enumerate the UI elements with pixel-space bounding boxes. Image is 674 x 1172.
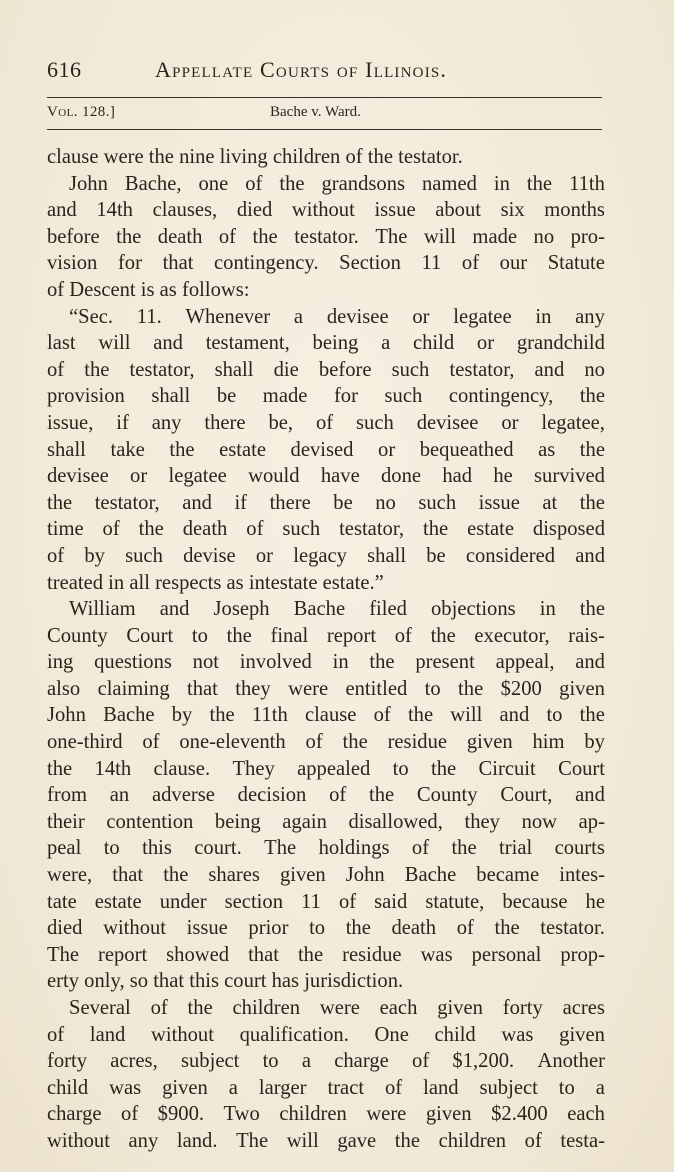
- text-line: of by such devise or legacy shall be considered and: [47, 544, 605, 567]
- text-line: clause were the nine living children of the testator.: [47, 146, 463, 168]
- header-rule-bottom: [47, 129, 602, 130]
- case-title: Bache v. Ward.: [270, 104, 361, 120]
- text-line: shall take the estate devised or bequeathed as the: [47, 438, 605, 461]
- text-line: without any land. The will gave the children of testa-: [47, 1129, 605, 1152]
- text-line: John Bache, one of the grandsons named in the 11th: [69, 172, 605, 195]
- text-line: tate estate under section 11 of said statute, because he: [47, 890, 605, 913]
- text-line: child was given a larger tract of land subject to a: [47, 1076, 605, 1099]
- text-line: charge of $900. Two children were given $2.400 each: [47, 1103, 605, 1126]
- text-line: forty acres, subject to a charge of $1,200. Another: [47, 1050, 605, 1073]
- text-line: of Descent is as follows:: [47, 278, 250, 301]
- case-subhead: [47, 104, 602, 126]
- text-line: and 14th clauses, died without issue about six months: [47, 199, 605, 222]
- text-line: last will and testament, being a child or grandchild: [47, 332, 605, 355]
- text-line: before the death of the testator. The will made no pro-: [47, 225, 605, 248]
- running-head: [47, 57, 602, 87]
- text-line: of land without qualification. One child was given: [47, 1023, 605, 1046]
- text-line: Several of the children were each given forty acres: [69, 997, 605, 1019]
- volume-label: Vol. 128.]: [47, 104, 116, 120]
- text-line: died without issue prior to the death of the testator.: [47, 917, 605, 940]
- text-line: one-third of one-eleventh of the residue given him by: [47, 731, 605, 754]
- text-line: devisee or legatee would have done had he survived: [47, 465, 605, 488]
- text-line: John Bache by the 11th clause of the will and to the: [47, 704, 605, 727]
- text-line: were, that the shares given John Bache became intes-: [47, 864, 605, 887]
- text-line: ing questions not involved in the present appeal, and: [47, 651, 605, 674]
- text-line: The report showed that the residue was personal prop-: [47, 943, 605, 966]
- text-line: “Sec. 11. Whenever a devisee or legatee in any: [69, 305, 605, 328]
- text-line: William and Joseph Bache filed objections in the: [69, 598, 605, 621]
- text-line: from an adverse decision of the County Court, and: [47, 784, 605, 807]
- text-line: also claiming that they were entitled to the $200 given: [47, 677, 605, 700]
- text-line: vision for that contingency. Section 11 of our Statute: [47, 252, 605, 275]
- text-line: the 14th clause. They appealed to the Circuit Court: [47, 757, 605, 780]
- text-line: the testator, and if there be no such issue at the: [47, 491, 605, 514]
- running-title: Appellate Courts of Illinois.: [155, 57, 448, 82]
- text-line: peal to this court. The holdings of the trial courts: [47, 837, 605, 860]
- header-rule-top: [47, 97, 602, 98]
- text-line: of the testator, shall die before such testator, and no: [47, 358, 605, 381]
- text-line: issue, if any there be, of such devisee or legatee,: [47, 411, 605, 434]
- text-line: treated in all respects as intestate estate.”: [47, 571, 384, 594]
- text-line: erty only, so that this court has jurisdiction.: [47, 970, 404, 993]
- text-line: their contention being again disallowed, they now ap-: [47, 810, 605, 833]
- text-line: time of the death of such testator, the estate disposed: [47, 518, 605, 541]
- page-number: 616: [47, 57, 82, 82]
- body-text: [47, 144, 605, 1155]
- text-line: County Court to the final report of the executor, rais-: [47, 624, 605, 647]
- text-line: provision shall be made for such contingency, the: [47, 385, 605, 408]
